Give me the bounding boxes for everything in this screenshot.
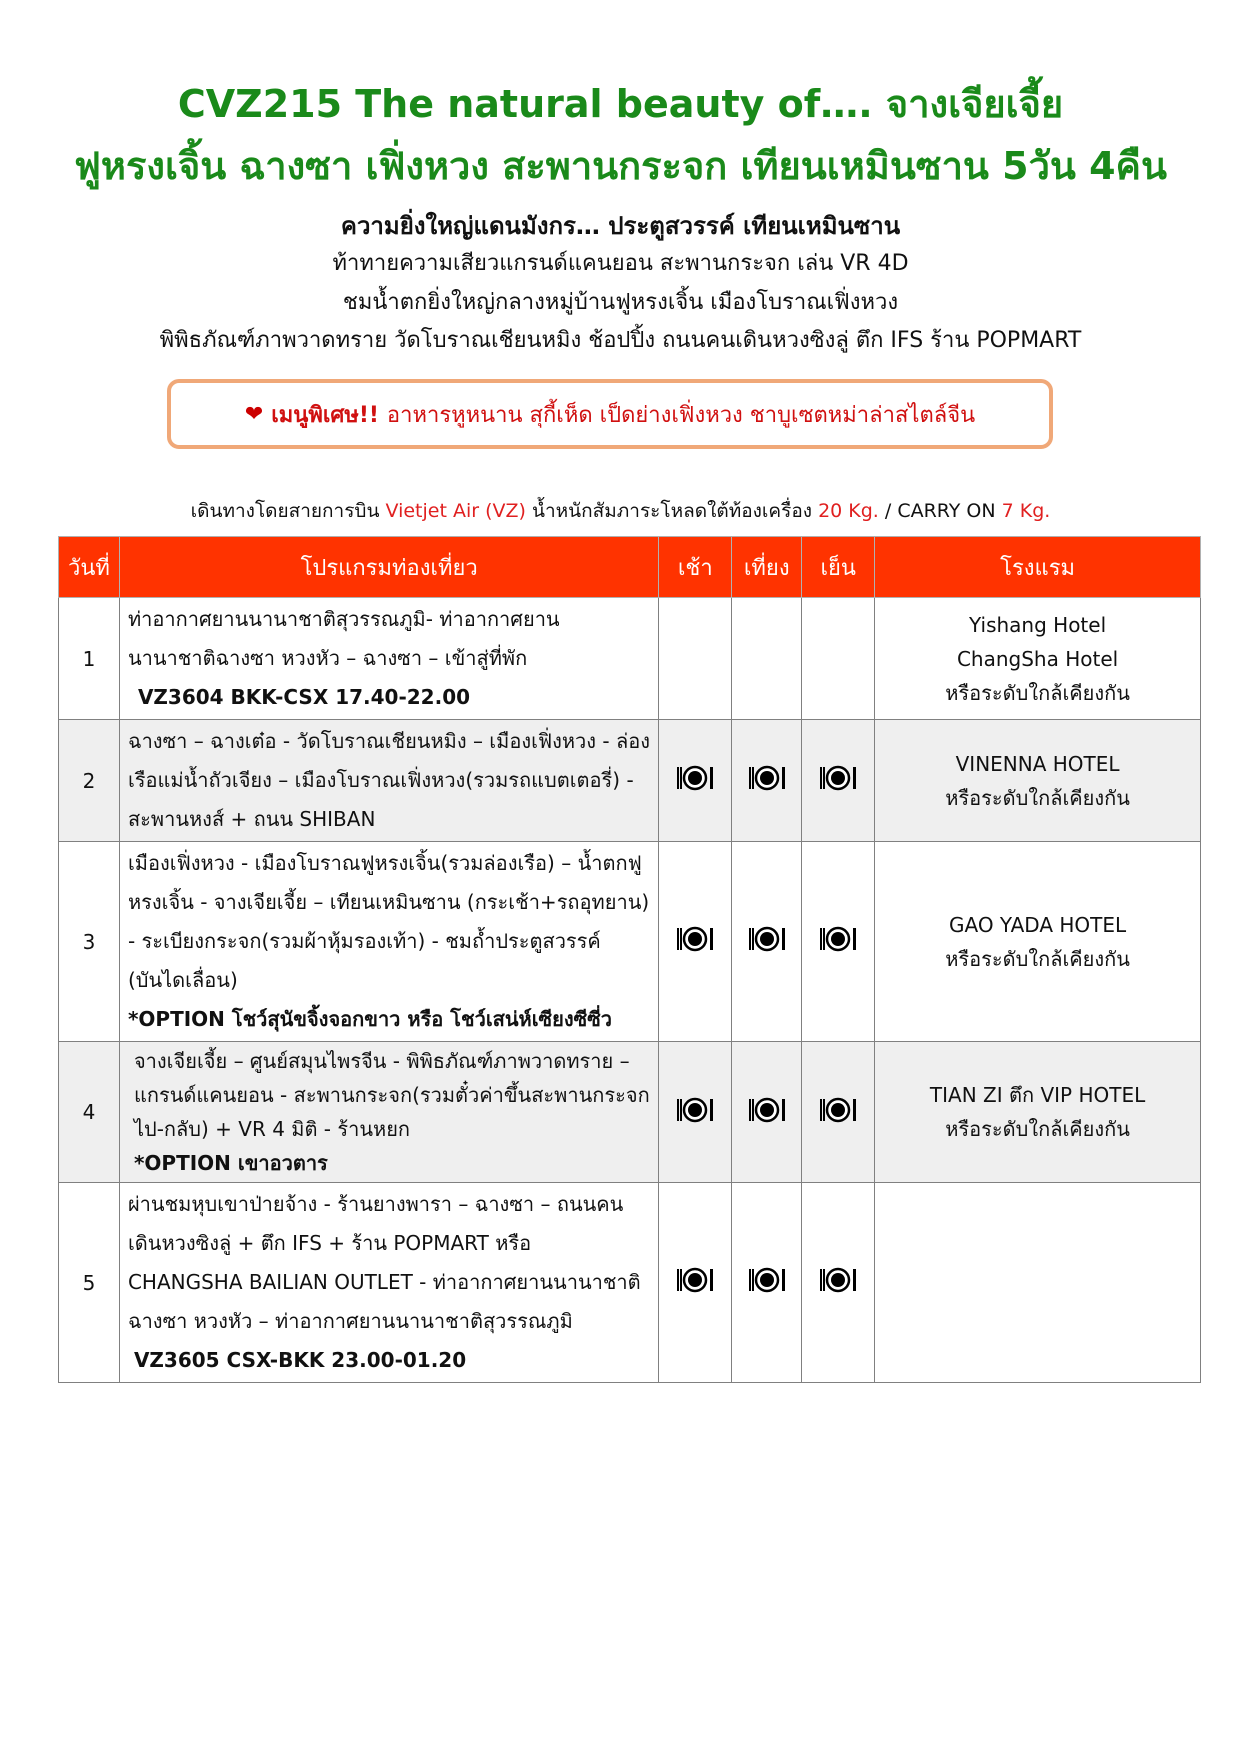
carry-on-text: / CARRY ON xyxy=(884,500,996,522)
dinner-cell xyxy=(802,1042,875,1183)
dish-icon xyxy=(819,1266,857,1299)
dinner-cell xyxy=(802,720,875,842)
hotel-note: หรือระดับใกล้เคียงกัน xyxy=(945,785,1130,810)
table-row xyxy=(59,1183,1201,1383)
dish-icon xyxy=(819,764,857,797)
table-row xyxy=(59,720,1201,842)
program-text: จางเจียเจี้ย – ศูนย์สมุนไพรจีน - พิพิธภัณฑ์ภาพวาดทราย – แกรนด์แคนยอน - สะพานกระจก(รวมตั๋วค่าขึ้นสะพานกระจก ไป-กลับ) + VR 4 มิติ - ร้านหยก xyxy=(133,1049,650,1141)
dinner-cell xyxy=(802,598,875,720)
description-line1: ท้าทายความเสียวแกรนด์แคนยอน สะพานกระจก เล่น VR 4D xyxy=(332,251,909,276)
page-title-line2: ฟูหรงเจิ้น ฉางซา เฟิ่งหวง สะพานกระจก เทียนเหมินซาน 5วัน 4คืน xyxy=(74,144,1167,188)
program-cell xyxy=(119,720,658,842)
table-row xyxy=(59,1042,1201,1183)
day-number: 3 xyxy=(59,842,120,1042)
dinner-cell xyxy=(802,1183,875,1383)
program-cell xyxy=(119,842,658,1042)
lunch-cell xyxy=(732,1183,802,1383)
hotel-note: หรือระดับใกล้เคียงกัน xyxy=(945,1117,1130,1141)
flight-info xyxy=(0,496,1241,526)
special-menu-box xyxy=(167,379,1053,449)
day-number: 4 xyxy=(59,1042,120,1183)
dish-icon xyxy=(748,1096,786,1129)
breakfast-cell xyxy=(659,842,732,1042)
program-cell xyxy=(119,1042,658,1183)
hotel-cell xyxy=(875,598,1201,720)
lunch-cell xyxy=(732,598,802,720)
program-cell xyxy=(119,598,658,720)
hotel-note: หรือระดับใกล้เคียงกัน xyxy=(945,946,1130,971)
special-menu-label: เมนูพิเศษ!! xyxy=(271,402,379,428)
description-line2: ชมน้ำตกยิ่งใหญ่กลางหมู่บ้านฟูหรงเจิ้น เมืองโบราณเฟิ่งหวง xyxy=(342,290,899,315)
hotel-name: GAO YADA HOTEL xyxy=(949,912,1127,937)
program-text: เมืองเฟิ่งหวง - เมืองโบราณฟูหรงเจิ้น(รวมล่องเรือ) – น้ำตกฟูหรงเจิ้น - จางเจียเจี้ย – เทียนเหมินซาน (กระเช้า+รถอุทยาน) - ระเบียงกระจก(รวมผ้าหุ้มรองเท้า) - ชมถ้ำประตูสวรรค์ (บันไดเลื่อน) xyxy=(127,851,650,992)
hotel-note: หรือระดับใกล้เคียงกัน xyxy=(945,680,1130,705)
dinner-cell xyxy=(802,842,875,1042)
itinerary-table xyxy=(58,536,1201,1383)
breakfast-cell xyxy=(659,1042,732,1183)
flight-number: VZ3604 BKK-CSX 17.40-22.00 xyxy=(137,685,471,709)
dish-icon xyxy=(676,1096,714,1129)
program-text: ฉางซา – ฉางเต๋อ - วัดโบราณเชียนหมิง – เมืองเฟิ่งหวง - ล่องเรือแม่น้ำถัวเจียง – เมืองโบราณเฟิ่งหวง(รวมรถแบตเตอรี่) - สะพานหงส์ + ถนน SHIBAN xyxy=(127,729,651,831)
hotel-name: TIAN ZI ตึก VIP HOTEL xyxy=(929,1083,1146,1107)
hotel-cell xyxy=(875,1042,1201,1183)
header-breakfast: เช้า xyxy=(659,537,732,598)
option-text: *OPTION เขาอวตาร xyxy=(133,1151,328,1175)
dish-icon xyxy=(676,925,714,958)
table-header-row xyxy=(59,537,1201,598)
hotel-name: VINENNA HOTEL xyxy=(955,751,1120,776)
dish-icon xyxy=(748,1266,786,1299)
day-number: 1 xyxy=(59,598,120,720)
table-row xyxy=(59,598,1201,720)
program-cell xyxy=(119,1183,658,1383)
page-title-line1: CVZ215 The natural beauty of…. จางเจียเจี้ย xyxy=(177,82,1064,126)
lunch-cell xyxy=(732,842,802,1042)
hotel-cell xyxy=(875,720,1201,842)
baggage-text: น้ำหนักสัมภาระโหลดใต้ท้องเครื่อง xyxy=(531,500,813,522)
header-program: โปรแกรมท่องเที่ยว xyxy=(119,537,658,598)
flight-prefix: เดินทางโดยสายการบิน xyxy=(190,500,380,522)
dish-icon xyxy=(748,925,786,958)
special-menu-text: อาหารหูหนาน สุกี้เห็ด เป็ดย่างเฟิ่งหวง ชาบูเซตหม่าล่าสไตล์จีน xyxy=(386,402,976,428)
hotel-cell xyxy=(875,842,1201,1042)
breakfast-cell xyxy=(659,1183,732,1383)
day-number: 2 xyxy=(59,720,120,842)
heart-icon: ❤ xyxy=(244,401,264,427)
day-number: 5 xyxy=(59,1183,120,1383)
lunch-cell xyxy=(732,1042,802,1183)
option-text: *OPTION โชว์สุนัขจิ้งจอกขาว หรือ โชว์เสน่ห์เซียงซีซี่ว xyxy=(127,1007,612,1031)
carry-on-weight: 7 Kg. xyxy=(1001,500,1051,522)
hotel-cell xyxy=(875,1183,1201,1383)
dish-icon xyxy=(748,764,786,797)
breakfast-cell xyxy=(659,720,732,842)
program-text: ท่าอากาศยานนานาชาติสุวรรณภูมิ- ท่าอากาศยาน นานาชาติฉางซา หวงหัว – ฉางซา – เข้าสู่ที่พัก xyxy=(127,607,560,670)
breakfast-cell xyxy=(659,598,732,720)
flight-number: VZ3605 CSX-BKK 23.00-01.20 xyxy=(133,1348,467,1372)
header-hotel: โรงแรม xyxy=(875,537,1201,598)
table-row xyxy=(59,842,1201,1042)
airline-name: Vietjet Air (VZ) xyxy=(385,500,526,522)
header-lunch: เที่ยง xyxy=(732,537,802,598)
dish-icon xyxy=(819,1096,857,1129)
header-day: วันที่ xyxy=(59,537,120,598)
description-line3: พิพิธภัณฑ์ภาพวาดทราย วัดโบราณเชียนหมิง ช้อปปิ้ง ถนนคนเดินหวงซิงลู่ ตึก IFS ร้าน POPMART xyxy=(159,328,1082,353)
lunch-cell xyxy=(732,720,802,842)
dish-icon xyxy=(676,1266,714,1299)
hotel-name: Yishang Hotel ChangSha Hotel xyxy=(956,612,1119,671)
dish-icon xyxy=(819,925,857,958)
page-subtitle: ความยิ่งใหญ่แดนมังกร… ประตูสวรรค์ เทียนเหมินซาน xyxy=(340,212,901,240)
dish-icon xyxy=(676,764,714,797)
baggage-weight: 20 Kg. xyxy=(818,500,879,522)
header-dinner: เย็น xyxy=(802,537,875,598)
program-text: ผ่านชมหุบเขาป่ายจ้าง - ร้านยางพารา – ฉางซา – ถนนคนเดินหวงซิงลู่ + ตึก IFS + ร้าน POPMART หรือ CHANGSHA BAILIAN OUTLET - ท่าอากาศยานนานาชาติฉางซา หวงหัว – ท่าอากาศยานนานาชาติสุวรรณภูมิ xyxy=(127,1192,641,1333)
